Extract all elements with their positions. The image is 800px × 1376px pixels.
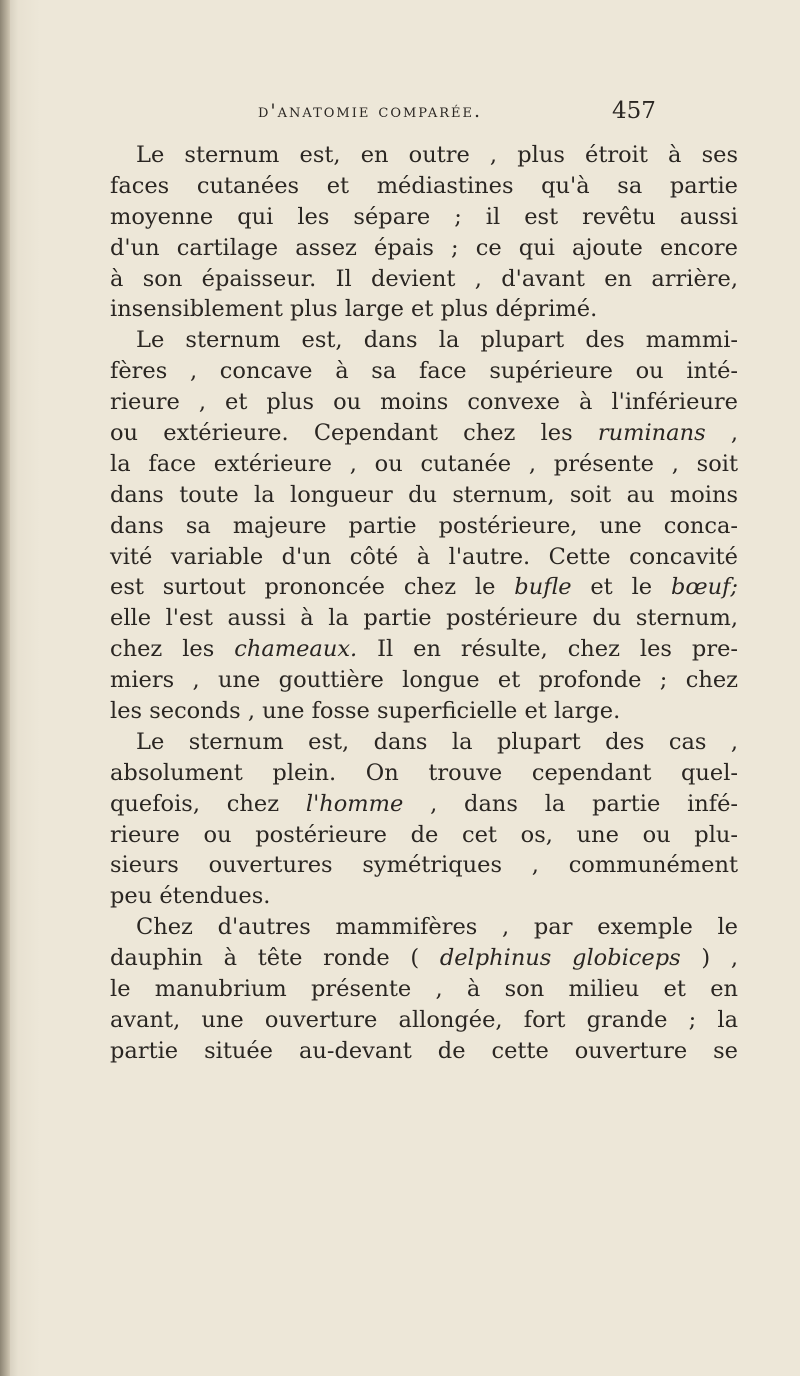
text-line: faces cutanées et médiastines qu'à sa partie <box>110 172 738 199</box>
text-line: partie située au-devant de cette ouverture se <box>110 1037 738 1064</box>
text-line: peu étendues. <box>110 883 271 910</box>
text-line: Le sternum est, en outre , plus étroit à ses <box>136 142 738 168</box>
text-line: absolument plein. On trouve cependant quel- <box>110 759 738 786</box>
body-text <box>110 140 738 1067</box>
text-line: insensiblement plus large et plus déprimé. <box>110 296 598 323</box>
italic-term: bœuf; <box>670 574 738 601</box>
text-line: quefois, chez l'homme , dans la partie infé- <box>110 790 739 817</box>
text-line: miers , une gouttière longue et profonde ; chez <box>110 667 738 694</box>
text-line: fères , concave à sa face supérieure ou inté- <box>110 358 738 385</box>
italic-term: chameaux. <box>234 636 358 663</box>
page-gutter <box>0 0 10 1376</box>
text-line: elle l'est aussi à la partie postérieure du sternum, <box>110 605 738 632</box>
text-line: dans sa majeure partie postérieure, une conca- <box>110 512 738 539</box>
italic-term: delphinus globiceps <box>439 945 681 972</box>
text-line: d'un cartilage assez épais ; ce qui ajoute encore <box>110 234 738 261</box>
running-head: d'anatomie comparée. <box>258 100 483 122</box>
text-line: ou extérieure. Cependant chez les ruminans , <box>110 420 738 447</box>
text-line: rieure ou postérieure de cet os, une ou plu- <box>110 821 738 848</box>
text-line: dauphin à tête ronde ( delphinus globiceps ) , <box>110 945 739 972</box>
text-line: Le sternum est, dans la plupart des mammi- <box>136 327 738 354</box>
text-line: à son épaisseur. Il devient , d'avant en arrière, <box>110 265 738 292</box>
page-number: 457 <box>612 98 656 124</box>
text-line: dans toute la longueur du sternum, soit au moins <box>110 481 738 508</box>
text-line: vité variable d'un côté à l'autre. Cette concavité <box>110 543 738 570</box>
text-line: chez les chameaux. Il en résulte, chez les pre- <box>110 636 739 663</box>
text-line: les seconds , une fosse superficielle et large. <box>110 698 621 725</box>
text-line: Le sternum est, dans la plupart des cas , <box>136 728 738 755</box>
italic-term: l'homme <box>305 790 404 817</box>
text-line: sieurs ouvertures symétriques , communément <box>110 852 738 879</box>
text-line: rieure , et plus ou moins convexe à l'inférieure <box>110 389 738 416</box>
italic-term: ruminans <box>597 420 706 447</box>
text-line: avant, une ouverture allongée, fort grande ; la <box>110 1006 738 1033</box>
text-line: la face extérieure , ou cutanée , présente , soit <box>110 450 738 477</box>
text-line: le manubrium présente , à son milieu et en <box>110 976 738 1003</box>
italic-term: bufle <box>514 574 572 601</box>
text-line: Chez d'autres mammifères , par exemple le <box>136 914 738 941</box>
text-line: moyenne qui les sépare ; il est revêtu aussi <box>110 203 738 230</box>
text-line: est surtout prononcée chez le bufle et le bœuf; <box>110 574 738 601</box>
page-header <box>258 100 678 140</box>
